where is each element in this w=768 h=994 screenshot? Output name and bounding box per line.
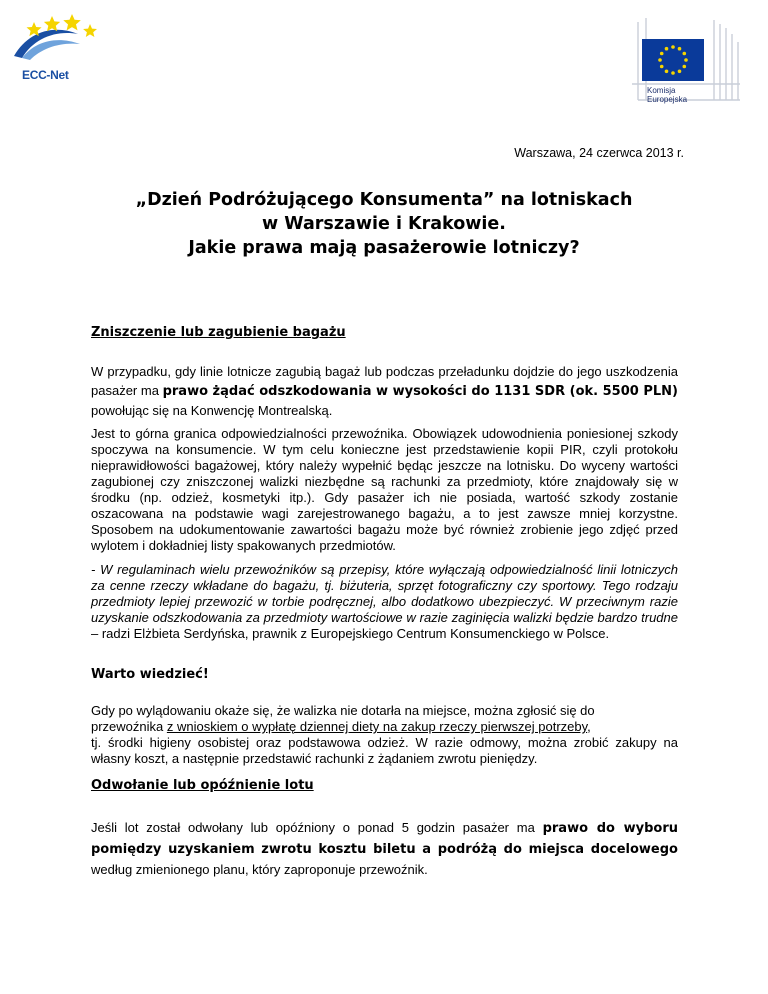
baggage-rights-text: W przypadku, gdy linie lotnicze zagubią bagaż lub podczas przeładunku dojdzie do jego uszkodzenia pasażer ma bbox=[91, 364, 678, 398]
ecc-net-label: ECC-Net bbox=[22, 68, 69, 82]
cancellation-highlight: prawo do wyboru pomiędzy uzyskaniem zwrotu kosztu biletu a podróżą do miejsca docelowego bbox=[91, 821, 678, 857]
cancellation-text: Jeśli lot został odwołany lub opóźniony o ponad 5 godzin pasażer ma bbox=[91, 820, 543, 835]
good-to-know-line-2-end: , bbox=[587, 719, 591, 734]
section-heading-good-to-know: Warto wiedzieć! bbox=[91, 667, 209, 682]
ecc-net-logo bbox=[8, 12, 108, 92]
good-to-know-rest: tj. środki higieny osobistej oraz podstawowa odzież. W razie odmowy, można zrobić zakupy na własny koszt, a następnie przedstawić rachunki z żądaniem zwrotu pieniędzy. bbox=[91, 735, 678, 766]
good-to-know-line-1: Gdy po wylądowaniu okaże się, że walizka nie dotarła na miejsce, można zgłosić się do bbox=[91, 703, 595, 718]
paragraph-good-to-know bbox=[91, 703, 678, 767]
expert-quote-attribution: – radzi Elżbieta Serdyńska, prawnik z Europejskiego Centrum Konsumenckiego w Polsce. bbox=[91, 626, 610, 641]
paragraph-baggage-rights bbox=[91, 362, 678, 420]
title-line-1: „Dzień Podróżującego Konsumenta” na lotniskach bbox=[135, 190, 633, 210]
section-heading-baggage: Zniszczenie lub zagubienie bagażu bbox=[91, 325, 346, 340]
european-commission-logo bbox=[628, 12, 748, 102]
paragraph-expert-quote bbox=[91, 562, 678, 642]
commission-name bbox=[647, 86, 687, 104]
paragraph-liability: Jest to górna granica odpowiedzialności przewoźnika. Obowiązek udowodnienia poniesionej szkody spoczywa na konsumencie. W tym celu konieczne jest przedstawienie kopii PIR, czyli protokołu nieprawidłowości bagażowej, który należy wypełnić będąc jeszcze na lotnisku. Do wyceny wartości zagubionej czy zniszczonej walizki niezbędne są rachunki za przedmioty, które znajdowały się w środku (np. odzież, kosmetyki itp.). Gdy pasażer ich nie posiada, wartość szkody zostanie oszacowana na podstawie wagi zarejestrowanego bagażu, a to jest zawsze mniej korzystne. Sposobem na udokumentowanie zawartości bagażu może być również zrobienie jego zdjęć przed wylotem i dokładniej listy spakowanych przedmiotów. bbox=[91, 426, 678, 553]
commission-name-line2: Europejska bbox=[647, 95, 688, 104]
date-line: Warszawa, 24 czerwca 2013 r. bbox=[514, 146, 684, 160]
eu-stars-icon bbox=[642, 39, 704, 81]
daily-allowance-underlined: z wnioskiem o wypłatę dziennej diety na zakup rzeczy pierwszej potrzeby bbox=[166, 719, 588, 734]
title-line-3: Jakie prawa mają pasażerowie lotniczy? bbox=[188, 238, 580, 258]
expert-quote-text: - W regulaminach wielu przewoźników są przepisy, które wyłączają odpowiedzialność linii lotniczych za cenne rzeczy wkładane do bagażu, tj. biżuteria, sprzęt fotograficzny czy sportowy. Tego rodzaju przedmioty lepiej przewozić w torbie podręcznej, albo dodatkowo ubezpieczyć. W przeciwnym razie uzyskanie odszkodowania za przedmioty wartościowe w razie zaginięcia walizki będzie bardzo trudne bbox=[91, 562, 678, 625]
paragraph-cancellation bbox=[91, 818, 678, 880]
baggage-rights-text-end: powołując się na Konwencję Montrealską. bbox=[91, 403, 333, 418]
eu-flag bbox=[642, 39, 704, 81]
cancellation-text-end: według zmienionego planu, który zaproponuje przewoźnik. bbox=[91, 862, 428, 877]
title-line-2: w Warszawie i Krakowie. bbox=[262, 214, 506, 234]
section-heading-cancellation: Odwołanie lub opóźnienie lotu bbox=[91, 778, 314, 793]
baggage-rights-highlight: prawo żądać odszkodowania w wysokości do 1131 SDR (ok. 5500 PLN) bbox=[162, 384, 678, 399]
good-to-know-line-2 bbox=[91, 719, 678, 735]
good-to-know-line-2-start: przewoźnika bbox=[91, 719, 167, 734]
commission-name-line1: Komisja bbox=[647, 86, 676, 95]
page-title bbox=[0, 188, 768, 260]
